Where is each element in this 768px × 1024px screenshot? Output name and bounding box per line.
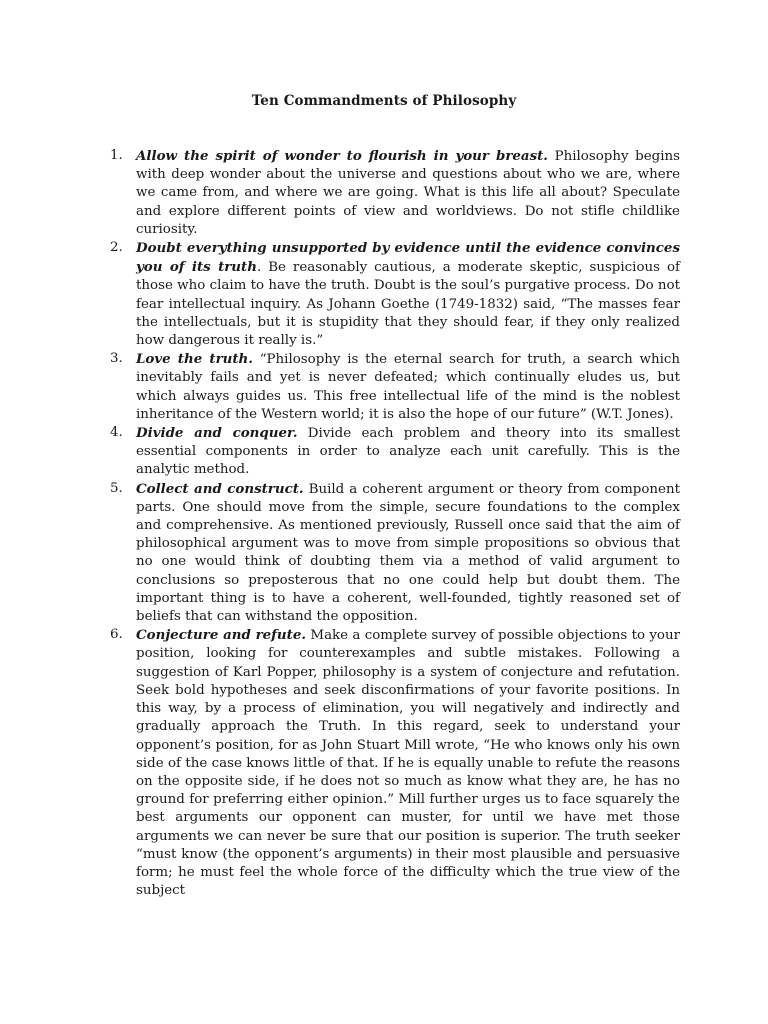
item-text: “Philosophy is the eternal search for truth, a search which inevitably fails and yet is never defeated; which continually eludes us, but which always guides us. This free intellectual life of the mind is the noblest inheritance of the Western world; it is also the hope of our future” (W.T. Jones). [136,352,680,422]
list-item [110,480,680,627]
list-item [110,424,680,480]
item-text: Divide each problem and theory into its smallest essential components in order to analyze each unit carefully. This is the analytic method. [136,426,680,478]
item-number: 4. [110,425,123,441]
item-number: 2. [110,240,123,256]
item-lead: Allow the spirit of wonder to flourish in your breast. [136,148,548,164]
item-number: 6. [110,627,123,643]
item-number: 3. [110,351,123,367]
list-item [110,626,680,900]
item-number: 1. [110,148,123,163]
item-text: Build a coherent argument or theory from component parts. One should move from the simple, secure foundations to the complex and comprehensive. As mentioned previously, Russell once said that the aim of philosophical argument was to move from simple propositions so obvious that no one would think of doubting them via a method of valid argument to conclusions so preposterous that no one could help but doubt them. The important thing is to have a coherent, well-founded, tightly reasoned set of beliefs that can withstand the opposition. [136,481,680,625]
list-item [110,239,680,350]
commandments-list [110,147,680,900]
item-lead: Love the truth. [136,351,253,368]
item-lead: Collect and construct. [136,480,304,497]
item-lead: Conjecture and refute. [136,627,307,644]
item-text: . Be reasonably cautious, a moderate skeptic, suspicious of those who claim to have the truth. Doubt is the soul’s purgative process. Do not fear intellectual inquiry. As Johann Goethe (1749-1832) said, “The masses fear the intellectuals, but it is stupidity that they should fear, if they only realized how dangerous it really is.” [136,260,680,349]
item-text: Philosophy begins with deep wonder about the universe and questions about who we are, where we came from, and where we are going. What is this life all about? Speculate and explore different points of view and worldviews. Do not stifle childlike curiosity. [136,149,680,237]
list-item [110,147,680,239]
item-lead: Divide and conquer. [136,425,298,442]
item-lead: Doubt everything unsupported by evidence until the evidence convinces you of its truth [136,240,680,276]
item-text: Make a complete survey of possible objections to your position, looking for counterexamples and subtle mistakes. Following a suggestion of Karl Popper, philosophy is a system of conjecture and refutation. Seek bold hypotheses and seek disconfirmations of your favorite positions. In this way, by a process of elimination, you will negatively and indirectly and gradually approach the Truth. In this regard, seek to understand your opponent’s position, for as John Stuart Mill wrote, “He who knows only his own side of the case knows little of that. If he is equally unable to refute the reasons on the opposite side, if he does not so much as know what they are, he has no ground for preferring either opinion.” Mill further urges us to face squarely the best arguments our opponent can muster, for until we have met those arguments we can never be sure that our position is superior. The truth seeker “must know (the opponent’s arguments) in their most plausible and persuasive form; he must feel the whole force of the difficulty which the true view of the subject [136,628,680,899]
document-title: Ten Commandments of Philosophy [251,93,517,109]
item-number: 5. [110,480,123,496]
list-item [110,350,680,424]
